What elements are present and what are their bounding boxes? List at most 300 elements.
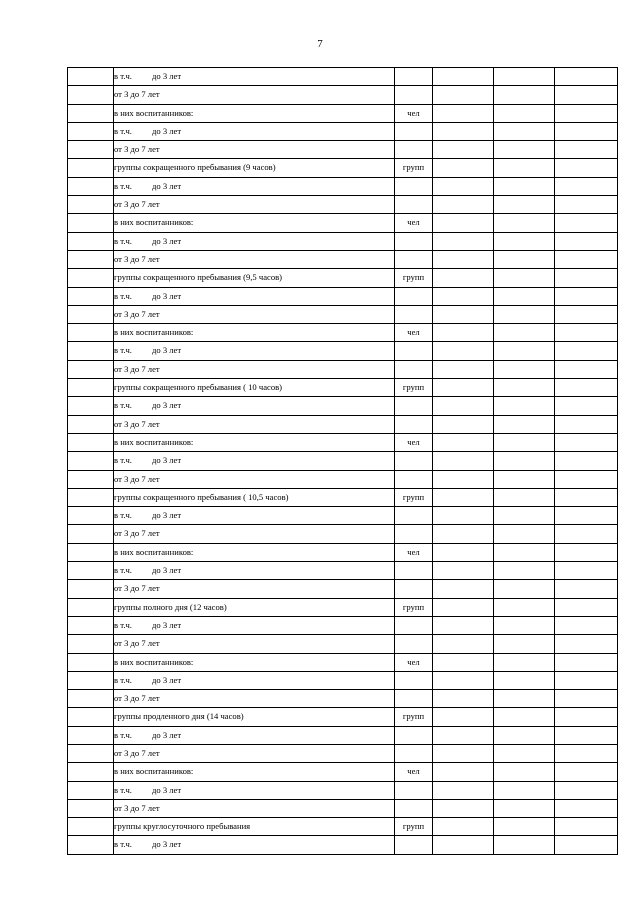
- value-cell: [555, 232, 618, 250]
- value-cell: [494, 360, 555, 378]
- table-row: [68, 653, 618, 671]
- value-cell: [433, 836, 494, 854]
- unit-cell: [395, 122, 433, 140]
- unit-cell: [395, 141, 433, 159]
- table-row: [68, 86, 618, 104]
- indicator-cell: [114, 726, 395, 744]
- unit-cell: [395, 744, 433, 762]
- indicator-label: до 3 лет: [152, 784, 182, 795]
- row-number-cell: [68, 452, 114, 470]
- unit-cell: [395, 177, 433, 195]
- indicator-label: до 3 лет: [152, 455, 182, 466]
- row-number-cell: [68, 543, 114, 561]
- value-cell: [494, 287, 555, 305]
- row-number-cell: [68, 488, 114, 506]
- value-cell: [555, 562, 618, 580]
- table-body: [68, 68, 618, 855]
- row-number-cell: [68, 68, 114, 86]
- indicator-label: группы сокращенного пребывания ( 10 часов): [114, 382, 283, 393]
- unit-cell: [395, 287, 433, 305]
- value-cell: [494, 379, 555, 397]
- value-cell: [433, 653, 494, 671]
- indicator-label: до 3 лет: [152, 400, 182, 411]
- row-number-cell: [68, 177, 114, 195]
- table-row: [68, 379, 618, 397]
- unit-cell: [395, 525, 433, 543]
- value-cell: [433, 580, 494, 598]
- table-row: [68, 232, 618, 250]
- indicator-cell: [114, 488, 395, 506]
- indicator-cell: [114, 671, 395, 689]
- unit-cell: [395, 232, 433, 250]
- table-row: [68, 562, 618, 580]
- indicator-label: в них воспитанников:: [114, 107, 194, 118]
- row-number-cell: [68, 159, 114, 177]
- table-row: [68, 635, 618, 653]
- including-label: в т.ч.: [114, 510, 132, 521]
- indicator-cell: [114, 763, 395, 781]
- indicator-cell: [114, 68, 395, 86]
- table-row: [68, 470, 618, 488]
- preschool-groups-table: [67, 67, 618, 855]
- value-cell: [494, 68, 555, 86]
- row-number-cell: [68, 690, 114, 708]
- indicator-cell: [114, 397, 395, 415]
- unit-cell: [395, 616, 433, 634]
- table-row: [68, 324, 618, 342]
- unit-cell: [395, 671, 433, 689]
- indicator-cell: [114, 507, 395, 525]
- value-cell: [433, 452, 494, 470]
- unit-cell: чел: [395, 543, 433, 561]
- value-cell: [555, 470, 618, 488]
- value-cell: [494, 690, 555, 708]
- indicator-label: в них воспитанников:: [114, 766, 194, 777]
- indicator-label: до 3 лет: [152, 235, 182, 246]
- unit-cell: [395, 86, 433, 104]
- value-cell: [494, 616, 555, 634]
- table-row: [68, 690, 618, 708]
- row-number-cell: [68, 744, 114, 762]
- row-number-cell: [68, 397, 114, 415]
- value-cell: [433, 507, 494, 525]
- value-cell: [433, 616, 494, 634]
- value-cell: [433, 397, 494, 415]
- row-number-cell: [68, 635, 114, 653]
- value-cell: [555, 159, 618, 177]
- unit-cell: [395, 452, 433, 470]
- unit-cell: [395, 68, 433, 86]
- value-cell: [433, 470, 494, 488]
- unit-cell: [395, 250, 433, 268]
- value-cell: [494, 250, 555, 268]
- table-row: [68, 818, 618, 836]
- value-cell: [494, 86, 555, 104]
- value-cell: [433, 360, 494, 378]
- value-cell: [433, 141, 494, 159]
- value-cell: [555, 818, 618, 836]
- row-number-cell: [68, 342, 114, 360]
- indicator-cell: [114, 836, 395, 854]
- table-row: [68, 415, 618, 433]
- value-cell: [494, 104, 555, 122]
- indicator-cell: [114, 744, 395, 762]
- table-row: [68, 68, 618, 86]
- indicator-cell: [114, 818, 395, 836]
- unit-cell: групп: [395, 379, 433, 397]
- unit-cell: групп: [395, 159, 433, 177]
- indicator-cell: [114, 141, 395, 159]
- unit-cell: групп: [395, 269, 433, 287]
- indicator-cell: [114, 415, 395, 433]
- value-cell: [555, 580, 618, 598]
- unit-cell: чел: [395, 433, 433, 451]
- indicator-label: группы сокращенного пребывания (9 часов): [114, 162, 276, 173]
- value-cell: [494, 433, 555, 451]
- value-cell: [433, 543, 494, 561]
- unit-cell: [395, 397, 433, 415]
- row-number-cell: [68, 726, 114, 744]
- table-row: [68, 397, 618, 415]
- value-cell: [555, 250, 618, 268]
- row-number-cell: [68, 616, 114, 634]
- including-label: в т.ч.: [114, 125, 132, 136]
- value-cell: [433, 305, 494, 323]
- indicator-label: до 3 лет: [152, 839, 182, 850]
- value-cell: [433, 635, 494, 653]
- value-cell: [433, 232, 494, 250]
- row-number-cell: [68, 324, 114, 342]
- row-number-cell: [68, 799, 114, 817]
- row-number-cell: [68, 433, 114, 451]
- unit-cell: чел: [395, 104, 433, 122]
- table-row: [68, 433, 618, 451]
- table-row: [68, 488, 618, 506]
- unit-cell: [395, 580, 433, 598]
- indicator-label: от 3 до 7 лет: [114, 418, 160, 429]
- unit-cell: [395, 507, 433, 525]
- value-cell: [555, 86, 618, 104]
- value-cell: [494, 415, 555, 433]
- row-number-cell: [68, 470, 114, 488]
- unit-cell: [395, 781, 433, 799]
- unit-cell: [395, 342, 433, 360]
- value-cell: [433, 763, 494, 781]
- row-number-cell: [68, 562, 114, 580]
- table-row: [68, 104, 618, 122]
- value-cell: [433, 104, 494, 122]
- value-cell: [555, 635, 618, 653]
- indicator-label: от 3 до 7 лет: [114, 638, 160, 649]
- indicator-label: до 3 лет: [152, 565, 182, 576]
- table-row: [68, 452, 618, 470]
- indicator-cell: [114, 214, 395, 232]
- value-cell: [433, 708, 494, 726]
- indicator-label: группы сокращенного пребывания ( 10,5 часов): [114, 491, 289, 502]
- value-cell: [555, 269, 618, 287]
- table-row: [68, 269, 618, 287]
- value-cell: [555, 324, 618, 342]
- indicator-label: в них воспитанников:: [114, 656, 194, 667]
- unit-cell: групп: [395, 708, 433, 726]
- indicator-cell: [114, 708, 395, 726]
- row-number-cell: [68, 507, 114, 525]
- value-cell: [433, 690, 494, 708]
- unit-cell: групп: [395, 818, 433, 836]
- table-row: [68, 836, 618, 854]
- indicator-label: до 3 лет: [152, 71, 182, 81]
- value-cell: [433, 726, 494, 744]
- value-cell: [433, 562, 494, 580]
- indicator-cell: [114, 525, 395, 543]
- table-row: [68, 616, 618, 634]
- value-cell: [555, 287, 618, 305]
- value-cell: [494, 507, 555, 525]
- value-cell: [433, 324, 494, 342]
- value-cell: [494, 799, 555, 817]
- value-cell: [494, 726, 555, 744]
- value-cell: [433, 799, 494, 817]
- value-cell: [555, 397, 618, 415]
- value-cell: [433, 287, 494, 305]
- indicator-cell: [114, 690, 395, 708]
- row-number-cell: [68, 104, 114, 122]
- unit-cell: чел: [395, 324, 433, 342]
- indicator-cell: [114, 452, 395, 470]
- row-number-cell: [68, 763, 114, 781]
- unit-cell: [395, 470, 433, 488]
- row-number-cell: [68, 836, 114, 854]
- value-cell: [433, 744, 494, 762]
- indicator-cell: [114, 305, 395, 323]
- indicator-label: от 3 до 7 лет: [114, 583, 160, 594]
- table-row: [68, 305, 618, 323]
- value-cell: [555, 379, 618, 397]
- unit-cell: групп: [395, 598, 433, 616]
- table-row: [68, 360, 618, 378]
- value-cell: [555, 616, 618, 634]
- table-row: [68, 580, 618, 598]
- row-number-cell: [68, 232, 114, 250]
- table-row: [68, 141, 618, 159]
- unit-cell: [395, 562, 433, 580]
- indicator-label: до 3 лет: [152, 345, 182, 356]
- row-number-cell: [68, 287, 114, 305]
- unit-cell: групп: [395, 488, 433, 506]
- value-cell: [494, 488, 555, 506]
- value-cell: [494, 671, 555, 689]
- value-cell: [494, 196, 555, 214]
- indicator-label: от 3 до 7 лет: [114, 693, 160, 704]
- indicator-cell: [114, 360, 395, 378]
- unit-cell: чел: [395, 653, 433, 671]
- value-cell: [555, 196, 618, 214]
- value-cell: [494, 653, 555, 671]
- indicator-label: в них воспитанников:: [114, 436, 194, 447]
- including-label: в т.ч.: [114, 619, 132, 630]
- table-row: [68, 122, 618, 140]
- row-number-cell: [68, 818, 114, 836]
- table-row: [68, 287, 618, 305]
- row-number-cell: [68, 305, 114, 323]
- value-cell: [494, 708, 555, 726]
- value-cell: [433, 214, 494, 232]
- indicator-label: от 3 до 7 лет: [114, 144, 160, 155]
- indicator-cell: [114, 653, 395, 671]
- indicator-cell: [114, 122, 395, 140]
- table-row: [68, 196, 618, 214]
- including-label: в т.ч.: [114, 400, 132, 411]
- value-cell: [494, 305, 555, 323]
- table-row: [68, 214, 618, 232]
- value-cell: [555, 214, 618, 232]
- indicator-label: группы продленного дня (14 часов): [114, 711, 244, 722]
- value-cell: [555, 177, 618, 195]
- row-number-cell: [68, 671, 114, 689]
- indicator-cell: [114, 324, 395, 342]
- value-cell: [555, 708, 618, 726]
- value-cell: [555, 598, 618, 616]
- value-cell: [494, 598, 555, 616]
- including-label: в т.ч.: [114, 674, 132, 685]
- unit-cell: [395, 799, 433, 817]
- value-cell: [494, 525, 555, 543]
- unit-cell: [395, 690, 433, 708]
- table-row: [68, 525, 618, 543]
- value-cell: [555, 68, 618, 86]
- table-row: [68, 159, 618, 177]
- row-number-cell: [68, 214, 114, 232]
- unit-cell: [395, 196, 433, 214]
- indicator-label: до 3 лет: [152, 619, 182, 630]
- value-cell: [555, 360, 618, 378]
- value-cell: [494, 122, 555, 140]
- value-cell: [555, 744, 618, 762]
- indicator-cell: [114, 598, 395, 616]
- row-number-cell: [68, 653, 114, 671]
- value-cell: [494, 744, 555, 762]
- indicator-cell: [114, 104, 395, 122]
- value-cell: [433, 433, 494, 451]
- value-cell: [433, 781, 494, 799]
- indicator-label: в них воспитанников:: [114, 217, 194, 228]
- value-cell: [494, 177, 555, 195]
- indicator-label: от 3 до 7 лет: [114, 747, 160, 758]
- indicator-label: от 3 до 7 лет: [114, 308, 160, 319]
- value-cell: [555, 104, 618, 122]
- value-cell: [555, 653, 618, 671]
- value-cell: [555, 415, 618, 433]
- row-number-cell: [68, 525, 114, 543]
- value-cell: [555, 781, 618, 799]
- indicator-label: от 3 до 7 лет: [114, 473, 160, 484]
- value-cell: [494, 763, 555, 781]
- indicator-label: от 3 до 7 лет: [114, 363, 160, 374]
- including-label: в т.ч.: [114, 729, 132, 740]
- value-cell: [555, 671, 618, 689]
- value-cell: [555, 726, 618, 744]
- row-number-cell: [68, 86, 114, 104]
- including-label: в т.ч.: [114, 71, 132, 81]
- value-cell: [555, 543, 618, 561]
- value-cell: [433, 342, 494, 360]
- indicator-label: до 3 лет: [152, 180, 182, 191]
- indicator-cell: [114, 562, 395, 580]
- value-cell: [494, 232, 555, 250]
- unit-cell: [395, 415, 433, 433]
- value-cell: [494, 781, 555, 799]
- table-row: [68, 781, 618, 799]
- indicator-cell: [114, 379, 395, 397]
- indicator-cell: [114, 799, 395, 817]
- value-cell: [555, 433, 618, 451]
- indicator-label: от 3 до 7 лет: [114, 802, 160, 813]
- value-cell: [555, 342, 618, 360]
- value-cell: [433, 269, 494, 287]
- indicator-cell: [114, 159, 395, 177]
- value-cell: [555, 488, 618, 506]
- unit-cell: [395, 726, 433, 744]
- row-number-cell: [68, 415, 114, 433]
- value-cell: [555, 507, 618, 525]
- unit-cell: [395, 635, 433, 653]
- indicator-cell: [114, 580, 395, 598]
- value-cell: [433, 379, 494, 397]
- value-cell: [433, 525, 494, 543]
- value-cell: [494, 214, 555, 232]
- including-label: в т.ч.: [114, 290, 132, 301]
- unit-cell: [395, 836, 433, 854]
- value-cell: [494, 452, 555, 470]
- including-label: в т.ч.: [114, 345, 132, 356]
- table-row: [68, 177, 618, 195]
- unit-cell: [395, 360, 433, 378]
- indicator-label: до 3 лет: [152, 729, 182, 740]
- value-cell: [433, 488, 494, 506]
- including-label: в т.ч.: [114, 455, 132, 466]
- value-cell: [433, 598, 494, 616]
- value-cell: [494, 470, 555, 488]
- indicator-label: в них воспитанников:: [114, 546, 194, 557]
- value-cell: [433, 122, 494, 140]
- page-number: 7: [317, 38, 323, 50]
- value-cell: [494, 342, 555, 360]
- value-cell: [433, 671, 494, 689]
- value-cell: [433, 415, 494, 433]
- indicator-cell: [114, 635, 395, 653]
- table-row: [68, 250, 618, 268]
- value-cell: [555, 799, 618, 817]
- value-cell: [494, 324, 555, 342]
- value-cell: [433, 159, 494, 177]
- value-cell: [555, 305, 618, 323]
- unit-cell: чел: [395, 214, 433, 232]
- value-cell: [433, 250, 494, 268]
- indicator-label: группы сокращенного пребывания (9,5 часов): [114, 272, 283, 283]
- indicator-label: от 3 до 7 лет: [114, 528, 160, 539]
- indicator-cell: [114, 196, 395, 214]
- indicator-cell: [114, 781, 395, 799]
- table-row: [68, 342, 618, 360]
- table-row: [68, 799, 618, 817]
- value-cell: [494, 635, 555, 653]
- row-number-cell: [68, 360, 114, 378]
- row-number-cell: [68, 141, 114, 159]
- indicator-cell: [114, 250, 395, 268]
- row-number-cell: [68, 269, 114, 287]
- indicator-label: от 3 до 7 лет: [114, 89, 160, 100]
- indicator-cell: [114, 543, 395, 561]
